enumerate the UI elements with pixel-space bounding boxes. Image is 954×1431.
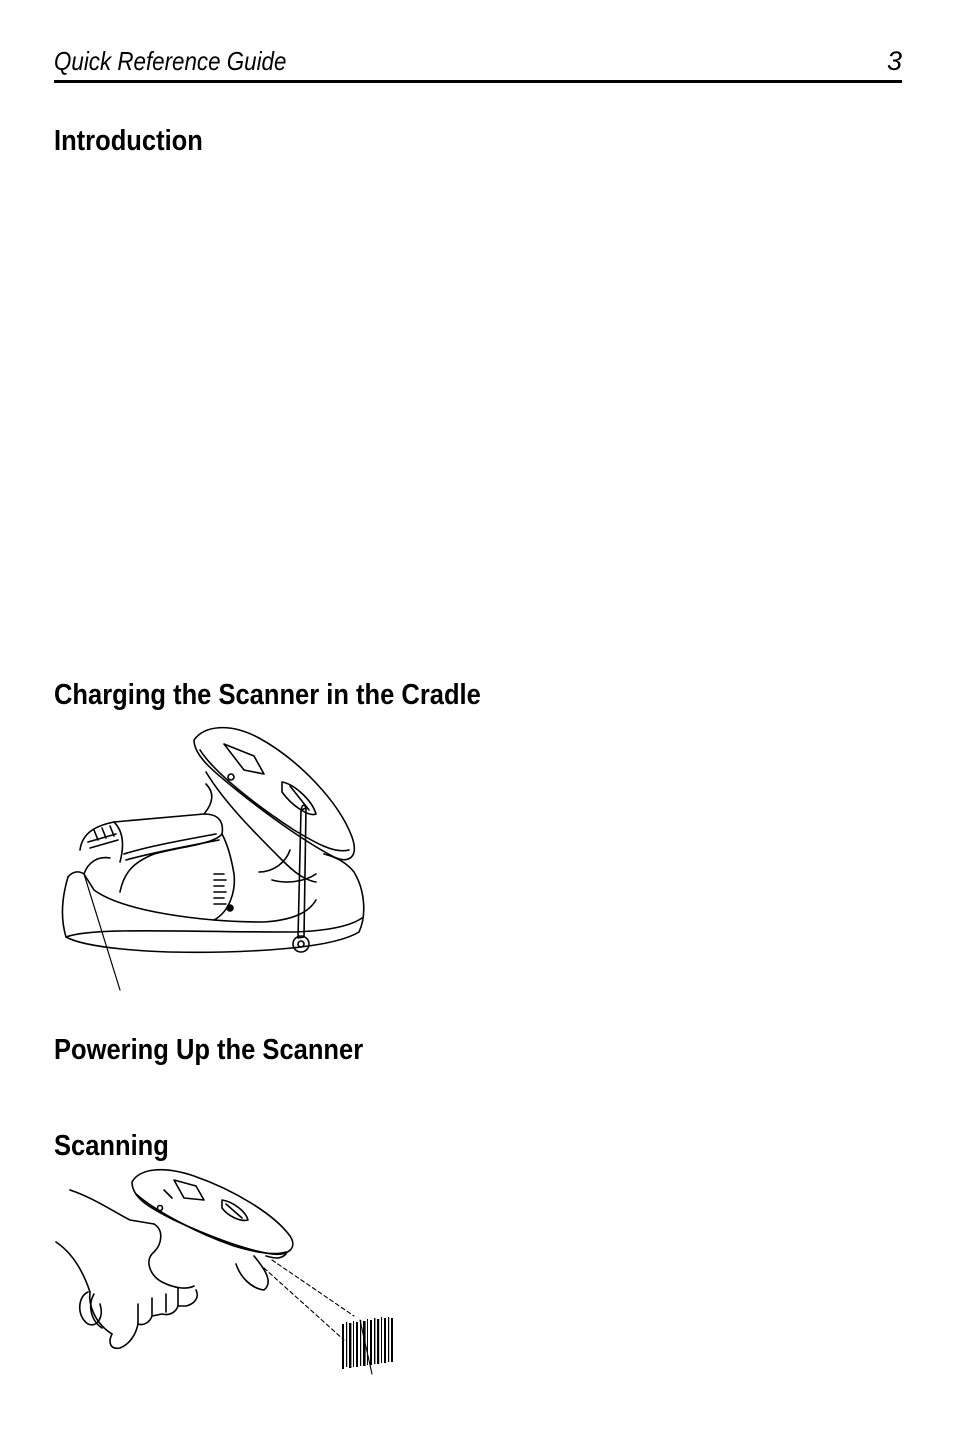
page-header — [54, 44, 902, 83]
guide-title: Quick Reference Guide — [54, 46, 287, 76]
section-heading-scanning: Scanning — [54, 1130, 169, 1162]
scanner-in-cradle-illustration — [54, 722, 374, 990]
section-heading-charging: Charging the Scanner in the Cradle — [54, 679, 481, 711]
section-heading-powering: Powering Up the Scanner — [54, 1034, 364, 1066]
hand-scanning-barcode-illustration — [54, 1164, 399, 1379]
page-number: 3 — [886, 46, 902, 76]
section-heading-introduction: Introduction — [54, 125, 203, 157]
